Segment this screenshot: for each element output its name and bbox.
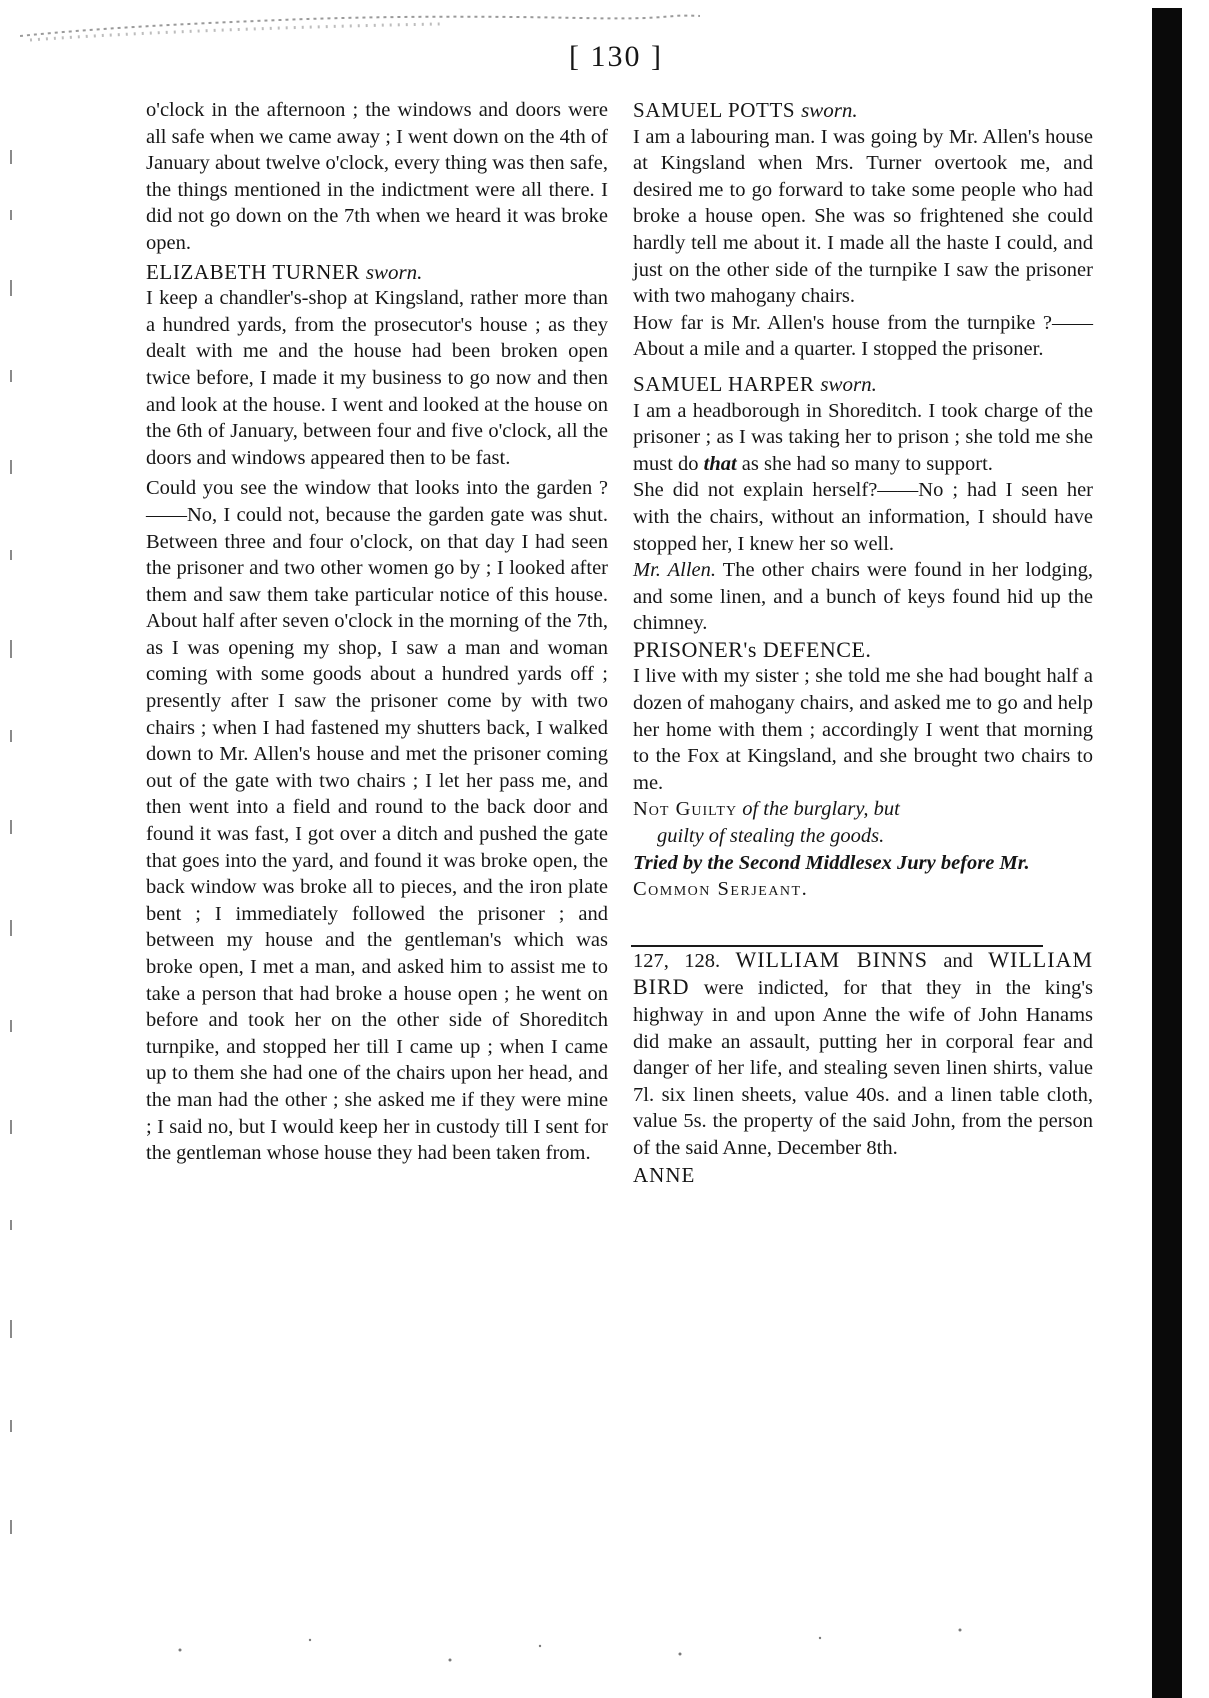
paragraph-text: as she had so many to support.	[741, 452, 993, 475]
emphasis-text: that	[703, 452, 737, 475]
sworn-label: sworn.	[801, 98, 858, 122]
sworn-label: sworn.	[820, 371, 877, 396]
paragraph: I live with my sister ; she told me she had bought half a dozen of mahogany chairs, and asked me to go and help her home with them ; accordingly I went that morning to the Fox at Kingsland, and she brought two chairs to me.	[633, 665, 1093, 794]
defendant-name: WILLIAM BINNS	[735, 946, 928, 972]
trial-jury: Tried by the Second Middlesex Jury before Mr.	[633, 851, 1030, 874]
scan-bottom-specks	[120, 1610, 1020, 1680]
trial-note	[633, 850, 1093, 903]
scan-left-edge-marks	[6, 120, 18, 1600]
witness-name: SAMUEL POTTS	[633, 98, 796, 122]
paragraph: She did not explain herself?——No ; had I seen her with the chairs, without an information, I should have stopped her, I knew her so well.	[633, 479, 1093, 555]
paragraph	[633, 557, 1093, 637]
case-number: 127, 128.	[633, 949, 721, 972]
paragraph	[633, 398, 1093, 478]
verdict-text: guilty of stealing the goods.	[657, 825, 885, 848]
verdict-text: of the burglary, but	[742, 798, 900, 821]
case-paragraph	[633, 947, 1093, 1162]
paragraph-text: I am a headborough in Shoreditch. I took charge of the prisoner ; as I was taking her to prison ; she told me she must do	[633, 399, 1093, 475]
section-heading: PRISONER's DEFENCE.	[633, 636, 872, 662]
defendant-name: WILLIAM BIRD	[633, 946, 1094, 1000]
paragraph: o'clock in the afternoon ; the windows and doors were all safe when we came away ; I went down on the 4th of January about twelve o'clock, every thing was then safe, the things mentioned in the indictment were all there. I did not go down on the 7th when we heard it was broke open.	[146, 99, 608, 254]
witness-name: SAMUEL HARPER	[633, 371, 815, 396]
paragraph: Could you see the window that looks into the garden ?——No, I could not, because the garden gate was shut. Between three and four o'clock, on that day I had seen the prisoner and two other women go by ; I looked after them and saw them take particular notice of this house. About half after seven o'clock in the morning of the 7th, as I was opening my shop, I saw a man and woman coming with some goods about a hundred yards off ; presently after I saw the prisoner come by with two chairs ; when I had fastened my shutters back, I walked down to Mr. Allen's house and met the prisoner coming out of the gate with two chairs ; I let her pass me, and then went into a field and round to the back door and found it was fast, I got over a ditch and pushed the gate that goes into the yard, and found it was broke open, the back window was broke all to pieces, and the iron plate bent ; I immediately followed the prisoner ; and between my house and the gentleman's which was broke open, I met a man, and asked him to assist me to take a person that had broke a house open ; he went on before and took her on the other side of Shoreditch turnpike, and stopped her till I came up ; when I came up to them she had one of the chairs upon her head, and the man had the other ; she asked me if they were mine ; I said no, but I would keep her in custody till I sent for the gentleman whose house they had been taken from.	[146, 477, 608, 1165]
verdict-not-guilty: Not Guilty	[633, 798, 738, 821]
sworn-label: sworn.	[365, 259, 423, 284]
speaker-label: Mr. Allen.	[633, 559, 717, 582]
page-number: [ 130 ]	[569, 40, 663, 73]
paragraph-text: The other chairs were found in her lodging, and some linen, and a bunch of keys found hid up the chimney.	[633, 559, 1093, 635]
binding-shadow	[1152, 8, 1182, 1698]
witness-name: ELIZABETH TURNER	[146, 259, 360, 284]
verdict	[633, 796, 1093, 849]
paragraph: How far is Mr. Allen's house from the turnpike ?——About a mile and a quarter. I stopped the prisoner.	[633, 311, 1093, 361]
paragraph: I keep a chandler's-shop at Kingsland, rather more than a hundred yards, from the prosecutor's house ; as they dealt with me and the house had been broken open twice before, I made it my business to go now and then and look at the house. I went and looked at the house on the 6th of January, between four and five o'clock, all the doors and windows appeared then to be fast.	[146, 287, 608, 469]
witness-heading	[146, 259, 608, 286]
paragraph: I am a labouring man. I was going by Mr. Allen's house at Kingsland when Mrs. Turner overtook me, and desired me to go forward to take some people who had broke a house open. She was so frightened she could hardly tell me about it. I made all the haste I could, and just on the other side of the turnpike I saw the prisoner with two mahogany chairs.	[633, 125, 1093, 308]
left-column	[146, 97, 608, 1167]
catchword: ANNE	[633, 1162, 696, 1187]
trial-judge: Common Serjeant.	[633, 878, 809, 901]
witness-heading	[633, 371, 1093, 398]
case-text: were indicted, for that they in the king's highway in and upon Anne the wife of John Hanams did make an assault, putting her in corporal fear and danger of her life, and stealing seven linen shirts, value 7l. six linen sheets, value 40s. and a linen table cloth, value 5s. the property of the said John, from the person of the said Anne, December 8th.	[633, 977, 1093, 1159]
right-column	[633, 97, 1093, 1188]
witness-heading	[633, 97, 1093, 124]
case-conjunction: and	[943, 949, 973, 972]
